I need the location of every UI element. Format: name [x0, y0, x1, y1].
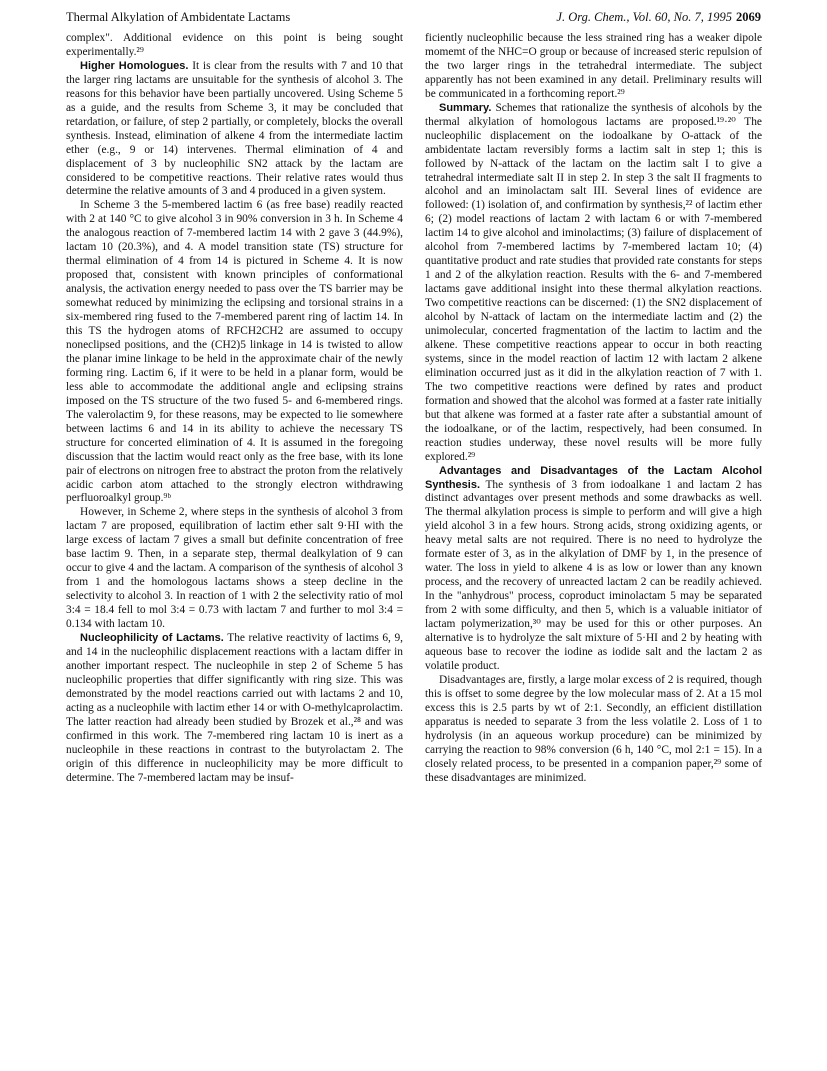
- paragraph-text: It is clear from the results with 7 and 10 that the larger ring lactams are unsuitable for the synthesis of alcohol 3. The reasons for this behavior have been partially uncovered. Using Scheme 5 as a guide, and the results from Scheme 3, it may be concluded that retardation, or failure, of step 2 partially, or completely, blocks the overall synthesis. Instead, elimination of alkene 4 from the intermediate lactim ether (e.g., 9 or 14) intervenes. Thermal elimination of 4 and displacement of 3 by nucleophilic SN2 attack by the lactam are considered to be competitive reactions. Their relative rates would thus determine the relative amounts of 3 and 4 produced in a given system.: [66, 59, 403, 198]
- running-title: Thermal Alkylation of Ambidentate Lactams: [66, 10, 291, 24]
- section-heading: Advantages and Disadvantages of the Lactam Alcohol Synthesis.: [425, 464, 762, 491]
- section-heading: Summary.: [439, 101, 492, 114]
- section-heading: Higher Homologues.: [80, 59, 189, 72]
- paragraph: [66, 32, 403, 60]
- right-column: [425, 32, 762, 1052]
- journal-name: J. Org. Chem., Vol. 60, No. 7, 1995: [556, 10, 732, 24]
- journal-citation: [556, 10, 761, 25]
- paragraph: [66, 199, 403, 506]
- paragraph-text: Disadvantages are, firstly, a large molar excess of 2 is required, though this is offset to some degree by the low molecular mass of 2. At a 15 mol excess this is 2.5 parts by wt of 2:1. Secondly, an efficient distillation apparatus is needed to separate 3 from the less volatile 2. Loss of 1 to hydrolysis (in an aqueous workup procedure) can be minimized by carrying the reaction to 98% conversion (6 h, 140 °C, mol 2:1 = 15). In a closely related process, to be presented in a companion paper,²⁹ some of these disadvantages are minimized.: [425, 673, 762, 784]
- paragraph-text: ficiently nucleophilic because the less strained ring has a weaker dipole momemt of the NHC=O group or because of increased steric repulsion of the two larger rings in the tetrahedral intermediate. The subject apparently has not been examined in any detail. Preliminary results will be communicated in a forthcoming report.²⁹: [425, 32, 762, 100]
- paragraph: [425, 674, 762, 786]
- paragraph-text: The synthesis of 3 from iodoalkane 1 and lactam 2 has distinct advantages over present methods and some drawbacks as well. The thermal alkylation process is simple to perform and will give a high yield alcohol 3 in a few hours. Strong acids, strong oxidizing agents, or heavy metal salts are not required. There is no need to hydrolyze the formate ester of 3, as in the alkylation of DMF by 1, in the presence of water. The loss in yield to alkene 4 is as low or lower than any known process, and the recovery of unreacted lactam 2 can be readily achieved. In the "anhydrous" process, coproduct iminolactam 5 may be separated from 2 with some difficulty, and then 5, which is a valuable initiator of lactam polymerization,³⁰ may be used for this or other purposes. An alternative is to hydrolyze the salt mixture of 5·HI and 2 by heating with aqueous base to recover the iodine as iodide salt and the lactam 2 as volatile product.: [425, 478, 762, 672]
- paragraph: [425, 465, 762, 674]
- left-column: [66, 32, 403, 1052]
- paragraph: [66, 60, 403, 200]
- paragraph-text: However, in Scheme 2, where steps in the synthesis of alcohol 3 from lactam 7 are proposed, equilibration of lactim ether salt 9·HI with the large excess of lactam 7 gives a small but definite concentration of free base lactim 9. Then, in a separate step, thermal dealkylation of 9 can occur to give 4 and the lactam. A comparison of the synthesis of alcohol 3 from 1 and the homologous lactams shows a steep decline in the selectivity to alcohol 3. In reaction of 1 with 2 the selectivity ratio of mol 3:4 = 18.4 fell to mol 3:4 = 0.73 with lactam 7 and further to mol 3:4 = 0.134 with lactam 10.: [66, 506, 403, 631]
- paragraph-text: complex". Additional evidence on this point is being sought experimentally.²⁹: [66, 32, 403, 58]
- paragraph: [66, 632, 403, 785]
- paragraph-text: In Scheme 3 the 5-membered lactim 6 (as free base) readily reacted with 2 at 140 °C to give alcohol 3 in 90% conversion in 3 h. In Scheme 4 the analogous reaction of 7-membered lactim 14 with 2 gave 3 (44.9%), lactam 10 (20.3%), and 4. A model transition state (TS) structure for thermal elimination of 4 from 14 is pictured in Scheme 4. It is now proposed that, consistent with known principles of conformational analysis, the activation energy needed to pass over the TS barrier may be somewhat reduced by minimizing the eclipsing and torsional strains in a six-membered ring fused to the 7-membered parent ring of lactim 14. In this TS the hydrogen atoms of RFCH2CH2 are assumed to occupy noneclipsed positions, and the (CH2)5 linkage in 14 is twisted to allow the planar imine linkage to be held in the approximate chair of the newly forming ring. Lactim 6, if it were to be held in a planar form, would be less able to accommodate the additional angle and eclipsing strains imposed on the TS structure of the two fused 5- and 6-membered rings. The valerolactim 9, for these reasons, may be expected to lie somewhere between lactims 6 and 14 in its ability to achieve the necessary TS structure for concerted elimination of 4. It is assumed in the foregoing discussion that the lactim would react only as the free base, with its lone pair of electrons on nitrogen free to abstract the proton from the relatively acidic carbon atom attached to the strongly electron withdrawing perfluoroalkyl group.⁹ᵇ: [66, 199, 403, 505]
- page-number: 2069: [736, 10, 761, 24]
- paragraph-text: Schemes that rationalize the synthesis of alcohols by the thermal alkylation of homologous lactams are proposed.¹⁹·²⁰ The nucleophilic displacement on the iodoalkane by O-attack of the ambidentate lactam reversibly forms a lactim salt in step 1; this is followed by N-attack of the lactam on the lactim salt I to give a tetrahedral intermediate salt II in step 2. In step 3 the salt II fragments to alcohol and an iminolactam salt III. Several lines of evidence are followed: (1) isolation of, and confirmation by synthesis,²² of lactim ether 6; (2) model reactions of lactam 2 with lactam 6 or with 7-membered lactim 14 to give alcohol and iminolactims; (3) failure of displacement of alcohol from 7-membered lactims by 7-membered lactam 10; (4) quantitative product and rate studies that provided rate constants for steps 1 and 2 of the alkylation reaction. Results with the 6- and 7-membered lactams gave additional insight into these thermal alkylation reactions. Two competitive reactions can be discerned: (1) the SN2 displacement of alcohol by N-attack of lactam on the intermediate lactim and (2) the unimolecular, concerted fragmentation of the lactim to lactim and the alkene. These competitive reactions appear to occur in both reacting systems, since in the model reaction of lactim 12 with lactam 2 alkene elimination occurred just as it did in the alkylation reaction of 7 with 1. The two competitive reactions were defined by rates and product formation and showed that the alcohol was formed at a faster rate initially but that alkene was formed at a faster rate after a substantial amount of the iodoalkane, or of the lactim, respectively, had been consumed. In reaction studies underway, these novel results will be more fully explored.²⁹: [425, 101, 762, 463]
- section-heading: Nucleophilicity of Lactams.: [80, 631, 224, 644]
- paragraph: [425, 102, 762, 465]
- paragraph: [66, 506, 403, 632]
- running-header: [66, 10, 761, 30]
- paragraph: [425, 32, 762, 102]
- paragraph-text: The relative reactivity of lactims 6, 9, and 14 in the nucleophilic displacement reactions with a lactam differ in another important respect. The nucleophile in step 2 of Scheme 5 has nucleophilic properties that differ significantly with ring size. This was demonstrated by the model reactions carried out with lactams 2 and 10, acting as a nucleophile with lactim ether 14 or with O-methylcaprolactim. The latter reaction had already been studied by Brozek et al.,²⁸ and was confirmed in this work. The 7-membered ring lactam 10 is inert as a nucleophile in these reactions in contrast to the butyrolactam 2. The origin of this difference in nucleophilicity may be more difficult to determine. The 7-membered lactam may be insuf-: [66, 631, 403, 784]
